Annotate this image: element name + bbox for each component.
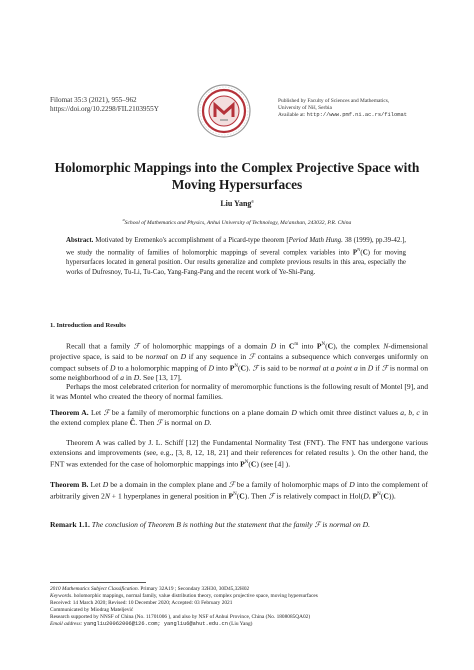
math-N: N	[244, 460, 249, 465]
p1-text: Recall that a family	[66, 341, 134, 351]
math-N: N	[321, 342, 326, 347]
footnote-keywords	[50, 593, 430, 600]
math-C: C	[250, 459, 257, 469]
p1-emph: normal at a point a	[298, 363, 358, 373]
intro-paragraph-1: Recall that a family ℱ of holomorphic mappings of a domain D in $C^m$ into $P^N(C)$, the complex N-dimensional projective space, is said to be normal on D if any sequence in ℱ contains a subsequence which converges uniformly on compact subsets of D to a holomorphic mapping of D into $P^N(C)$. ℱ is said to be normal at a point a in D if ℱ is normal on some neighborhood of a in D. See [13, 17].	[50, 341, 429, 383]
p1-text: .	[248, 363, 253, 373]
thm-text: be a family of meromorphic functions on a plane domain	[109, 408, 292, 417]
math-a: a	[120, 373, 125, 383]
email-label: Email address:	[50, 620, 83, 627]
affiliation-marker: a	[122, 217, 125, 222]
thm-text: . Then	[135, 418, 157, 427]
math-P: P	[352, 249, 358, 257]
available-line	[278, 112, 407, 119]
publisher-info	[278, 98, 407, 118]
university-seal-icon	[196, 83, 252, 139]
footnote-communicated: Communicated by Miodrag Mateljević	[50, 606, 134, 613]
p1-text: -dimensional projective space, is said to be	[50, 341, 428, 361]
remark-text: is normal on	[320, 520, 363, 529]
math-F: ℱ	[103, 408, 110, 417]
math-D: D	[208, 363, 214, 373]
p1-text: if	[373, 363, 382, 373]
p1-text: contains a subsequence which converges uniformly on compact subsets of	[50, 351, 428, 373]
p1-text: of holomorphic mappings of a domain	[139, 341, 271, 351]
publisher-line-1: Published by Faculty of Sciences and Mathematics,	[278, 98, 390, 104]
math-N: N	[377, 492, 381, 497]
p1-text: on	[167, 351, 181, 361]
author-name-text: Liu Yang	[220, 199, 252, 208]
remark-1-1	[50, 520, 428, 530]
math-F: ℱ	[156, 418, 163, 427]
math-N: N	[233, 492, 237, 497]
math-D: D	[349, 480, 355, 489]
math-Chat: Ĉ	[129, 418, 136, 427]
math-P: P	[240, 459, 245, 469]
theorem-b-label: Theorem B.	[50, 480, 89, 489]
thm-text: Let	[88, 480, 103, 489]
math-N: N	[357, 247, 361, 253]
math-m: m	[294, 342, 299, 347]
math-C: C	[288, 341, 295, 351]
math-F: ℱ	[133, 341, 140, 351]
math-D: D	[291, 408, 297, 417]
footnote-research: Research supported by NNSF of China (No. 11701006 ), and also by NSF of Anhui Province, China (No. 1808085QA02)	[50, 613, 311, 620]
footnote-email	[50, 621, 430, 628]
author-affiliation	[0, 217, 474, 226]
p1-emph: normal	[145, 351, 168, 361]
math-F: ℱ	[252, 363, 259, 373]
p1-text: in	[357, 363, 368, 373]
keywords-text: . holomorphic mappings, normal family, value distribution theory, complex projective space, moving hypersurfaces	[71, 592, 318, 599]
journal-header-left	[50, 96, 159, 114]
doi-link[interactable]: https://doi.org/10.2298/FIL2103955Y	[50, 105, 159, 114]
p1-text: is normal on some neighborhood of	[50, 363, 429, 383]
math-D: D	[270, 341, 277, 351]
math-P: P	[228, 491, 234, 501]
thm-text: be a domain in the complex plane and	[108, 480, 229, 489]
math-P: P	[316, 341, 322, 351]
math-F: ℱ	[268, 491, 275, 501]
math-C: C	[239, 491, 245, 501]
math-C: C	[327, 341, 334, 351]
math-P: P	[372, 491, 378, 501]
thm-text: + 1 hyperplanes in general position in	[109, 491, 229, 501]
footnote-divider	[50, 582, 146, 583]
author-name	[0, 199, 474, 208]
math-C: C	[362, 249, 368, 257]
intro-paragraph-2: Perhaps the most celebrated criterion for normality of meromorphic functions is the following result of Montel [9], and it was Montel who created the theory of normal families.	[50, 382, 428, 401]
footnotes	[50, 586, 430, 627]
math-D: D	[367, 363, 374, 373]
abstract-text-2: 38 (1999), pp.39-42.], we study the normality of families of holomorphic mappings of several complex variables into	[66, 237, 407, 257]
math-C: C	[240, 363, 247, 373]
thm-text: .	[209, 418, 212, 427]
thm-text: ).	[391, 491, 396, 501]
abstract: Abstract. Motivated by Eremenko's accomplishment of a Picard-type theorem [Period Math Hung. 38 (1999), pp.39-42.], we study the normality of families of holomorphic mappings of several complex variables into $P^N(C)$ for moving hypersurfaces located in general position. Our results generalize and complete previous results in this area, especially the works of Dufresnoy, Tu-Li, Tu-Cao, Yang-Fang-Pang and the recent work of Ye-Shi-Pang.	[66, 237, 407, 276]
email-suffix: (Liu Yang)	[227, 620, 253, 627]
footnote-received: Received: 14 March 2020; Revised: 10 December 2020; Accepted: 03 February 2021	[50, 599, 233, 606]
p3-text: (see [4] ).	[258, 459, 291, 469]
p1-text: into	[213, 363, 230, 373]
p1-text: in	[124, 373, 134, 383]
theorem-a	[50, 408, 428, 428]
available-prefix: Available at:	[278, 111, 306, 118]
p1-text: . See [13, 17].	[139, 373, 182, 383]
math-F: ℱ	[381, 363, 388, 373]
section-heading: 1. Introduction and Results	[50, 322, 126, 329]
abstract-text-1: Motivated by Eremenko's accomplishment of a Picard-type theorem [	[95, 237, 289, 244]
math-D: D	[180, 351, 187, 361]
math-abc: a, b, c	[400, 408, 420, 417]
footnote-msc: 2010 Mathematics Subject Classification. Primary 32A19 ; Secondary 32H30, 30D45,32H02	[50, 586, 250, 592]
p1-text: in	[276, 341, 289, 351]
thm-text: . Then	[247, 491, 269, 501]
thm-text: into the complement of arbitrarily given 2	[50, 480, 428, 501]
math-D: D	[102, 480, 109, 489]
thm-text: which omit three distinct values	[296, 408, 401, 417]
p3-text: Theorem A was called by J. L. Schiff [12] the Fundamental Normality Test (FNT). The FNT has undergone various extensions and improvements (see, e.g., [3, 8, 12, 18, 21] and their references for related results ). On the other hand, the FNT was extended for the case of holomorphic mappings into	[50, 438, 428, 469]
math-F: ℱ	[228, 480, 235, 489]
theorem-a-label: Theorem A.	[50, 408, 89, 417]
thm-text: is normal on	[162, 418, 205, 427]
thm-text: in the extend complex plane	[50, 408, 429, 427]
theorem-b: Theorem B. Let D be a domain in the complex plane and ℱ be a family of holomorphic maps of D into the complement of arbitrarily given 2N + 1 hyperplanes in general position in $P^N(C)$. Then ℱ is relatively compact in Hol(D, $P^N(C)$).	[50, 480, 428, 501]
math-D: D	[133, 373, 140, 383]
math-N: N	[383, 341, 389, 351]
p1-text: to a holomorphic mapping of	[115, 363, 209, 373]
math-N: N	[104, 491, 110, 501]
remark-label: Remark 1.1.	[50, 520, 90, 529]
abstract-label: Abstract.	[66, 237, 94, 244]
intro-paragraph-3: Theorem A was called by J. L. Schiff [12] the Fundamental Normality Test (FNT). The FNT has undergone various extensions and improvements (see, e.g., [3, 8, 12, 18, 21] and their references for related results ). On the other hand, the FNT was extended for the case of holomorphic mappings into $P^N(C)$ (see [4] ).	[50, 438, 428, 469]
paper-title	[40, 160, 434, 193]
math-F: ℱ	[248, 351, 255, 361]
p1-text: , the complex	[335, 341, 384, 351]
math-P: P	[229, 363, 235, 373]
math-D: D	[109, 363, 116, 373]
email-link[interactable]: yangliu20062006@126.com; yangliu6@ahut.edu.cn	[83, 620, 228, 627]
remark-text: The conclusion of Theorem B is nothing but the statement that the family	[89, 520, 315, 529]
math-N: N	[234, 363, 238, 369]
journal-url-link[interactable]: http://www.pmf.ni.ac.rs/filomat	[306, 111, 407, 118]
thm-text: be a family of holomorphic maps of	[234, 480, 350, 489]
journal-citation: Filomat 35:3 (2021), 955–962	[50, 96, 137, 104]
p1-text: into	[298, 341, 317, 351]
thm-text: is relatively compact in Hol(	[274, 491, 364, 501]
math-C: C	[383, 491, 389, 501]
p1-text: is said to be	[258, 363, 299, 373]
title-line-2: Moving Hypersurfaces	[171, 176, 303, 192]
keywords-label: Keywords	[50, 592, 72, 599]
remark-text: .	[368, 520, 371, 529]
publisher-line-2: University of Niš, Serbia	[278, 104, 332, 111]
author-marker: a	[251, 199, 254, 205]
math-D: D	[204, 418, 210, 427]
abstract-cite: Period Math Hung.	[288, 237, 343, 244]
math-D: D	[362, 520, 369, 529]
p1-text: if any sequence in	[186, 351, 249, 361]
abstract-text-3: for moving hypersurfaces located in general position. Our results generalize and complete previous results in this area, especially the works of Dufresnoy, Tu-Li, Tu-Cao, Yang-Fang-Pang and the recent work of Ye-Shi-Pang.	[66, 249, 406, 276]
thm-text: Let	[88, 408, 104, 417]
math-F: ℱ	[314, 520, 321, 529]
math-D: D,	[363, 491, 373, 501]
title-line-1: Holomorphic Mappings into the Complex Projective Space with	[54, 160, 420, 175]
affiliation-text: School of Mathematics and Physics, Anhui University of Technology, Ma'anshan, 243032, P.R. China	[124, 219, 352, 226]
